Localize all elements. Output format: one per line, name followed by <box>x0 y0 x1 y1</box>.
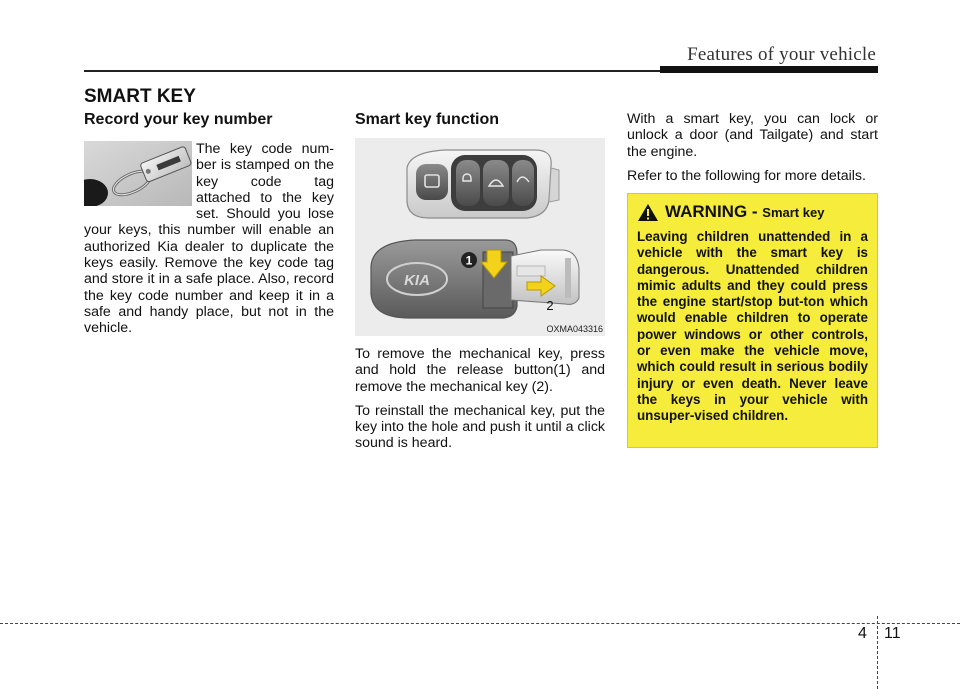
warning-header <box>637 202 868 222</box>
warning-triangle-icon <box>637 203 659 222</box>
page-number: 11 <box>884 625 901 642</box>
running-header: Features of your vehicle <box>687 44 876 65</box>
record-key-paragraph: The key code num-ber is stamped on the key code tag attached to the key set. Should you lose your keys, this number will enable an authorized Kia dealer to duplicate the keys easily. Remove the key code tag and store it in a safe place. Also, record the key code number and keep it in a safe and handy place, but not in the vehicle. <box>84 141 334 337</box>
callout-1-label: 1 <box>465 253 473 268</box>
warning-subject: Smart key <box>762 205 825 220</box>
figure-code: OXMA043316 <box>546 324 603 334</box>
header-tab-bar <box>660 66 878 73</box>
warning-body: Leaving children unattended in a vehicle with the smart key is dangerous. Unattended children mimic adults and they could press the engine start/stop but-ton which would enable children to operate power windows or other controls, or even make the vehicle move, which could result in serious bodily injury or even death. Never leave the keys in your vehicle with unsuper-vised children. <box>637 229 868 424</box>
smart-key-intro-text <box>627 111 878 192</box>
remove-key-paragraph: To remove the mechanical key, press and hold the release button(1) and remove the mechanical key (2). <box>355 346 605 395</box>
section-title: SMART KEY <box>84 86 196 107</box>
warning-box <box>627 193 878 448</box>
panic-button-icon <box>512 160 534 206</box>
smart-key-function-heading: Smart key function <box>355 111 500 128</box>
smart-key-function-text <box>355 346 605 460</box>
tailgate-button-icon <box>483 160 509 206</box>
record-key-column <box>84 111 334 129</box>
smart-key-figure <box>355 138 605 336</box>
smart-key-function-column <box>355 111 605 129</box>
chapter-number: 4 <box>858 625 867 642</box>
warning-word: WARNING - <box>665 202 763 221</box>
reinstall-key-paragraph: To reinstall the mechanical key, put the key into the hole and push it until a click sound is heard. <box>355 402 606 452</box>
smart-key-front <box>407 150 559 218</box>
record-key-heading: Record your key number <box>84 111 273 128</box>
unlock-button-icon <box>456 160 480 206</box>
footer-rule <box>0 623 960 624</box>
smart-key-illustration <box>355 138 605 336</box>
callout-2-label: 2 <box>546 298 554 313</box>
svg-text:KIA: KIA <box>404 272 430 289</box>
lock-button-icon <box>416 164 448 200</box>
footer-divider <box>877 616 878 689</box>
refer-details-paragraph: Refer to the following for more details. <box>627 167 866 184</box>
key-code-tag-photo <box>84 141 192 206</box>
smart-key-intro-paragraph: With a smart key, you can lock or unlock a door (and Tailgate) and start the engine. <box>627 111 878 160</box>
